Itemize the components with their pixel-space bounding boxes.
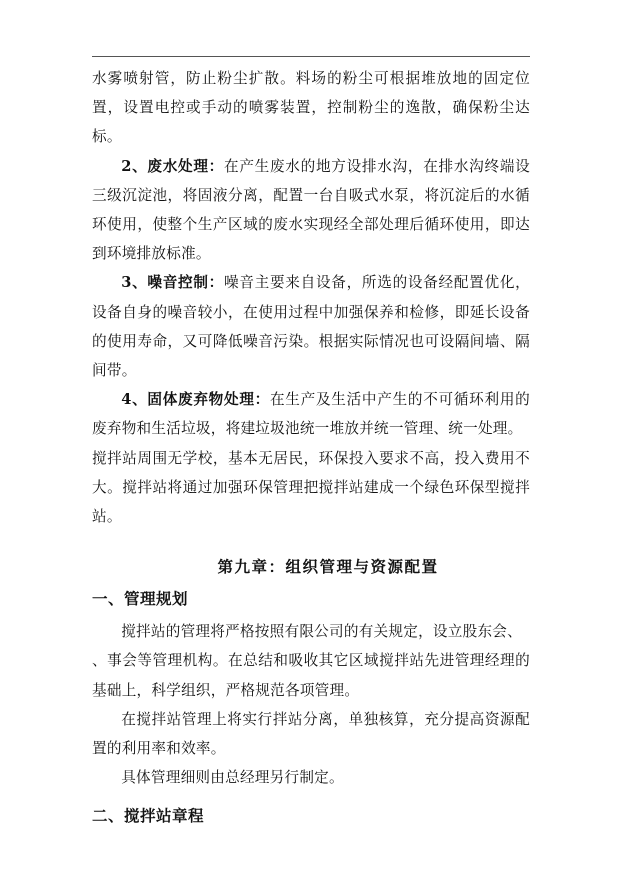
document-body — [92, 64, 530, 830]
item-wastewater-label: 2、废水处理： — [121, 157, 225, 175]
item-solid-waste-text: 在生产及生活中产生的不可循环利用的废弃物和生活垃圾，将建垃圾池统一堆放并统一管理、统一处理。 — [92, 391, 530, 438]
chapter-title: 第九章：组织管理与资源配置 — [217, 557, 439, 577]
management-paragraph-1: 搅拌站的管理将严格按照有限公司的有关规定，设立股东会、 — [121, 623, 522, 641]
item-noise-text: 噪音主要来自设备，所选的设备经配置优化，设备自身的噪音较小，在使用过程中加强保养和检修，即延长设备的使用寿命，又可降低噪音污染。根据实际情况也可设隔间墙、隔间带。 — [92, 274, 530, 380]
item-solid-waste — [92, 385, 530, 443]
item-wastewater — [92, 152, 530, 269]
section-heading-charter: 二、搅拌站章程 — [92, 806, 205, 826]
management-paragraph-2: 、事会等管理机构。在总结和吸收其它区域搅拌站先进管理经理的基础上，科学组织，严格规范各项管理。 — [92, 652, 530, 699]
spacer — [92, 792, 530, 802]
intro-paragraph: 水雾喷射管，防止粉尘扩散。料场的粉尘可根据堆放地的固定位置，设置电控或手动的喷雾装置，控制粉尘的逸散，确保粉尘达标。 — [92, 70, 530, 146]
item-noise-label: 3、噪音控制： — [121, 274, 225, 292]
section-heading-management: 一、管理规划 — [92, 589, 189, 609]
item-noise — [92, 268, 530, 385]
item-solid-waste-label: 4、固体废弃物处理： — [121, 391, 270, 409]
header-rule — [92, 56, 530, 57]
item-wastewater-text: 在产生废水的地方设排水沟，在排水沟终端设三级沉淀池，将固液分离，配置一台自吸式水泵，将沉淀后的水循环使用，使整个生产区域的废水实现经全部处理后循环使用，即达到环境排放标准。 — [92, 157, 530, 263]
management-paragraph-4: 具体管理细则由总经理另行制定。 — [121, 769, 344, 787]
closing-paragraph: 搅拌站周围无学校，基本无居民，环保投入要求不高，投入费用不大。搅拌站将通过加强环保管理把搅拌站建成一个绿色环保型搅拌站。 — [92, 449, 530, 526]
spacer — [92, 531, 530, 553]
management-paragraph-3: 在搅拌站管理上将实行拌站分离，单独核算，充分提高资源配置的利用率和效率。 — [92, 710, 530, 758]
